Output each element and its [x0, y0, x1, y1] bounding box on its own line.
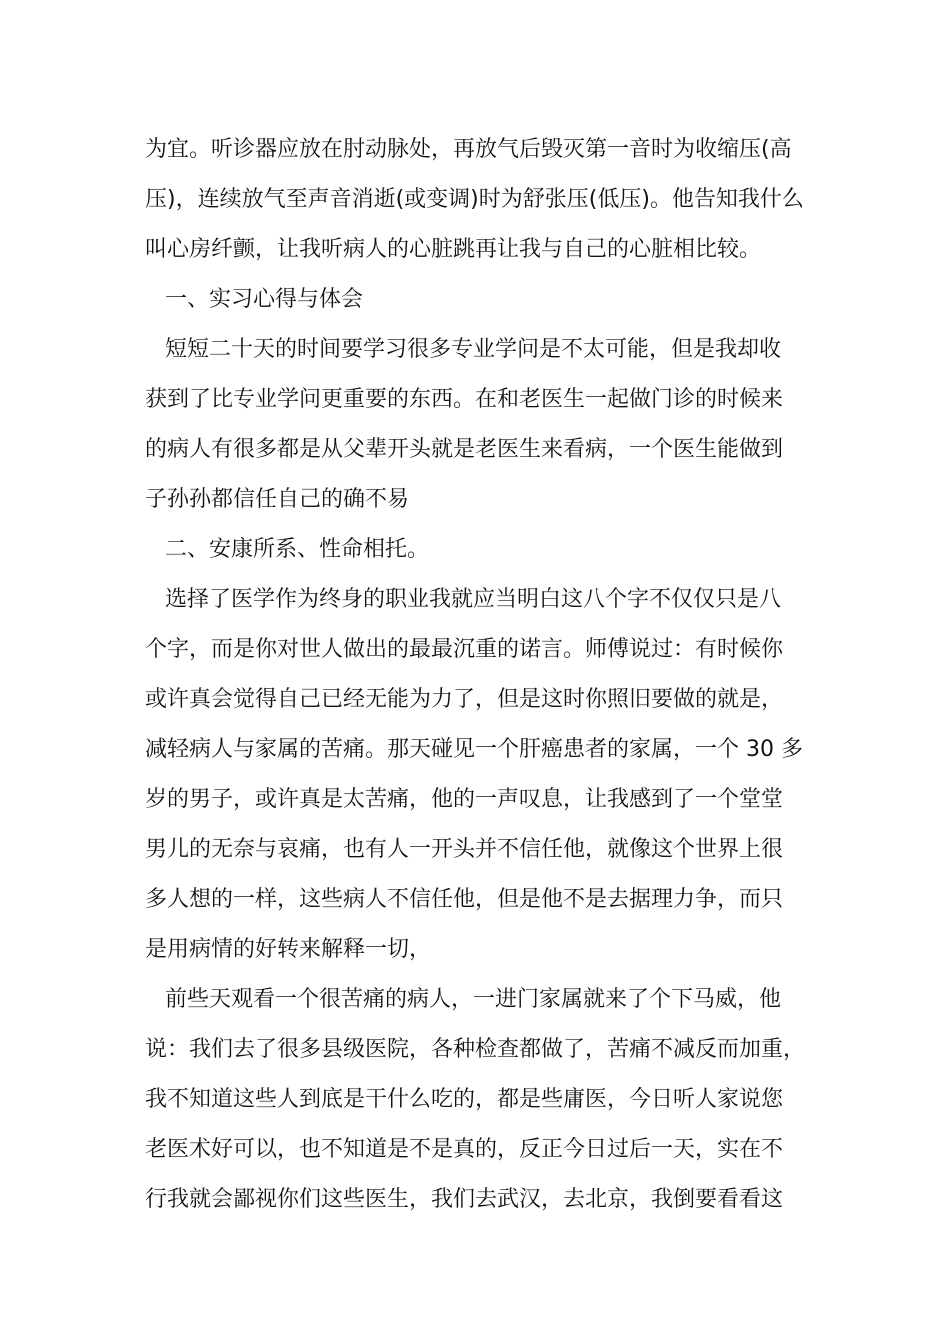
- text-line: 行我就会鄙视你们这些医生，我们去武汉，去北京，我倒要看看这: [145, 1187, 784, 1212]
- text-line: 子孙孙都信任自己的确不易: [145, 487, 410, 512]
- text-line: 叫心房纤颤，让我听病人的心脏跳再让我与自己的心脏相比较。: [145, 237, 762, 262]
- text-line: 压)，连续放气至声音消逝(或变调)时为舒张压(低压)。他告知我什么: [145, 187, 804, 212]
- text-line: 或许真会觉得自己已经无能为力了，但是这时你照旧要做的就是，: [145, 687, 784, 712]
- text-line: 前些天观看一个很苦痛的病人，一进门家属就来了个下马威，他: [165, 987, 782, 1012]
- text-line: 获到了比专业学问更重要的东西。在和老医生一起做门诊的时候来: [145, 387, 784, 412]
- text-line: 岁的男子，或许真是太苦痛，他的一声叹息，让我感到了一个堂堂: [145, 787, 784, 812]
- section-heading: 二、安康所系、性命相托。: [165, 537, 430, 562]
- text-line: 我不知道这些人到底是干什么吃的，都是些庸医，今日听人家说您: [145, 1087, 784, 1112]
- text-line: 男儿的无奈与哀痛，也有人一开头并不信任他，就像这个世界上很: [145, 837, 784, 862]
- text-line: 的病人有很多都是从父辈开头就是老医生来看病，一个医生能做到: [145, 437, 784, 462]
- text-line: 为宜。听诊器应放在肘动脉处，再放气后毁灭第一音时为收缩压(高: [145, 137, 792, 162]
- text-line: 说：我们去了很多县级医院，各种检查都做了，苦痛不减反而加重，: [145, 1037, 806, 1062]
- text-line: 个字，而是你对世人做出的最最沉重的诺言。师傅说过：有时候你: [145, 637, 784, 662]
- text-line: 多人想的一样，这些病人不信任他，但是他不是去据理力争，而只: [145, 887, 784, 912]
- text-line: 是用病情的好转来解释一切，: [145, 937, 432, 962]
- text-line: 老医术好可以，也不知道是不是真的，反正今日过后一天，实在不: [145, 1137, 784, 1162]
- section-heading: 一、实习心得与体会: [165, 287, 364, 312]
- text-line: 短短二十天的时间要学习很多专业学问是不太可能，但是我却收: [165, 337, 782, 362]
- text-line: 选择了医学作为终身的职业我就应当明白这八个字不仅仅只是八: [165, 587, 782, 612]
- text-line: 减轻病人与家属的苦痛。那天碰见一个肝癌患者的家属，一个 30 多: [145, 737, 803, 762]
